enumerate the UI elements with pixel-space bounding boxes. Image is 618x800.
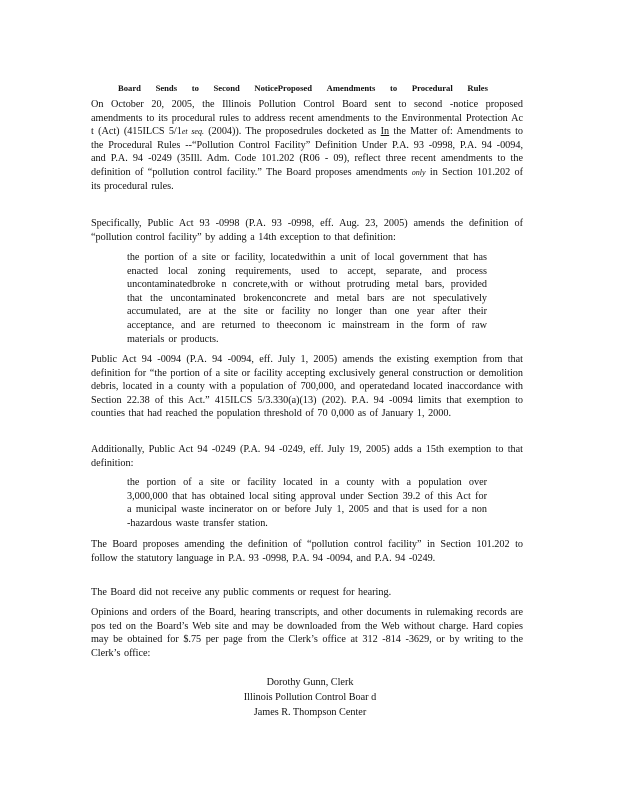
et-seq-text: et seq. [181,127,204,137]
case-title-in: In [380,126,390,138]
paragraph-intro [91,98,523,193]
intro-text-a: On October 20, 2005, the Illinois Pollution Control Board sent to second -notice proposed amendments to its procedural rules to address recent amendments to the Environmental Protection Ac t (Act) (415ILCS 5/1 [91,99,523,138]
title-word: Procedural [411,83,453,93]
paragraph-no-comments: The Board did not receive any public comments or request for hearing. [91,587,392,598]
only-text: only [411,167,426,177]
intro-text-c: the Matter of: Amendments to the Procedural Rules --“Pollution Control Facility” Definition Under P.A. 93 -0998, P.A. 94 -0094, and P.A. 94 -0249 (35Ill. Adm. Code 101.202 (R06 - 09), reflect three recent amendments to the definition of “pollution control facility.” The Board proposes amendments [91,126,523,178]
paragraph-board-proposes: The Board proposes amending the definition of “pollution control facility” in Section 101.202 to follow the statutory language in P.A. 93 -0998, P.A. 94 -0094, and P.A. 94 -0249. [91,539,523,564]
title-word: to [191,83,199,93]
intro-text-b: (2004)). The proposedrules docketed as [203,126,381,138]
paragraph-public-act-94-0094: Public Act 94 -0094 (P.A. 94 -0094, eff. July 1, 2005) amends the existing exemption from that definition for “the portion of a site or facility accepting exclusively general construction or demolition debris, located in a county with a population of 700,000, and operatedand located inaccordance with Section 22.38 of this Act.” 415ILCS 5/3.330(a)(13) (202). P.A. 94 -0094 limits that exemption to counties that had reached the population threshold of 70 0,000 as of January 1, 2000. [91,354,523,420]
address-line: James R. Thompson Center [253,707,367,718]
title-word: Sends [155,83,178,93]
title-word: NoticeProposed [254,83,313,93]
quote-15th-exemption: the portion of a site or facility located in a county with a population over 3,000,000 that has obtained local siting approval under Section 39.2 of this Act for a municipal waste incinerator on or before July 1, 2005 and that is used for a non -hazardous waste transfer station. [127,477,487,529]
address-line: Illinois Pollution Control Boar d [243,692,377,703]
paragraph-public-act-94-0249: Additionally, Public Act 94 -0249 (P.A. 94 -0249, eff. July 19, 2005) adds a 15th exemption to that definition: [91,444,523,469]
title-word: Rules [467,83,488,93]
title-word: Board [118,83,141,93]
paragraph-specifically: Specifically, Public Act 93 -0998 (P.A. 93 -0998, eff. Aug. 23, 2005) amends the definition of “pollution control facility” by adding a 14th exception to that definition: [91,218,523,243]
title-word: Amendments [326,83,376,93]
quote-14th-exception: the portion of a site or facility, locatedwithin a unit of local government that has enacted local zoning requirements, used to accept, separate, and process uncontaminatedbroke n concrete,with or without protruding metal bars, provided that the uncontaminated brokenconcrete and metal bars are not speculatively accumulated, are at the site or facility no longer than one year after their acceptance, and are returned to theeconom ic mainstream in the form of raw materials or products. [127,252,487,345]
clerk-address [150,676,470,721]
intro-text-d: in Section 101.202 of its procedural rules. [91,166,523,192]
title-word: to [390,83,398,93]
address-line: Dorothy Gunn, Clerk [266,677,354,688]
document-title [118,82,488,96]
title-word: Second [213,83,240,93]
paragraph-opinions-orders: Opinions and orders of the Board, hearing transcripts, and other documents in rulemaking records are pos ted on the Board’s Web site and may be downloaded from the Web without charge. Hard copies may be obtained for $.75 per page from the Clerk’s office at 312 -814 -3629, or by writing to the Clerk’s office: [91,607,523,659]
